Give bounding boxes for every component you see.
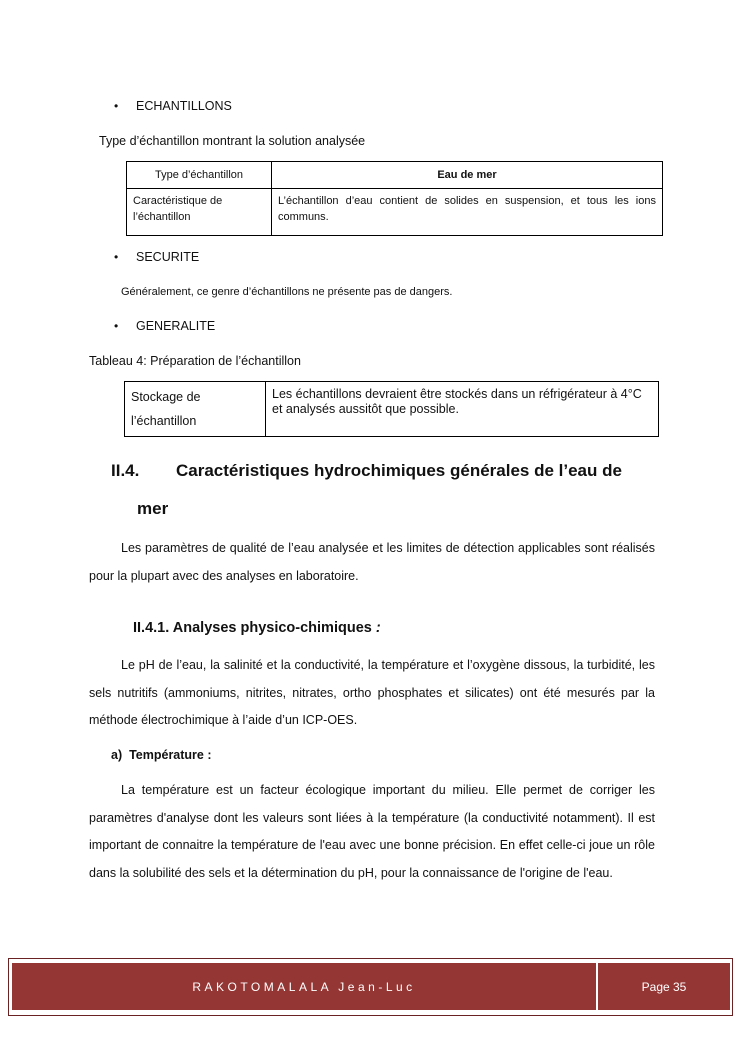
table-cell: Caractéristique de l’échantillon <box>127 189 272 236</box>
ph-paragraph <box>89 652 655 735</box>
table-row <box>125 382 659 437</box>
table-row <box>127 162 663 189</box>
paragraph-text: Le pH de l’eau, la salinité et la conductivité, la température et l’oxygène dissous, la turbidité, les sels nutritifs (ammoniums, nitrites, nitrates, ortho phosphates et silicates) ont été mesurés par la méthode électrochimique à l’aide d’un ICP-OES. <box>89 658 655 727</box>
subheading-title: Analyses physico-chimiques <box>172 620 372 636</box>
subheading-colon: : <box>375 620 381 636</box>
heading-title-cont: mer <box>137 499 169 518</box>
footer-page-number: Page 35 <box>598 963 730 1010</box>
bullet-label: GENERALITE <box>136 319 216 333</box>
table-header-cell: Eau de mer <box>272 162 663 189</box>
table-cell: L’échantillon d’eau contient de solides en suspension, et tous les ions communs. <box>272 189 663 236</box>
heading-title: Caractéristiques hydrochimiques générales de l’eau de <box>176 461 622 480</box>
securite-text: Généralement, ce genre d’échantillons ne présente pas de dangers. <box>121 286 453 298</box>
bullet-generalite <box>114 319 215 333</box>
list-label: a) <box>111 748 123 762</box>
table-caption: Tableau 4: Préparation de l’échantillon <box>89 354 301 368</box>
table-cell: Stockage de l’échantillon <box>125 382 266 437</box>
bullet-label: SECURITE <box>136 250 200 264</box>
subheading <box>133 620 381 636</box>
table-cell: Les échantillons devraient être stockés dans un réfrigérateur à 4°C et analysés aussitôt que possible. <box>266 382 659 437</box>
subsection-a <box>111 748 212 762</box>
bullet-echantillons <box>114 99 232 113</box>
footer-author: RAKOTOMALALA Jean-Luc <box>12 963 596 1010</box>
subheading-number: II.4.1. <box>133 620 170 636</box>
bullet-icon: • <box>114 319 119 333</box>
sample-type-table <box>126 161 663 236</box>
table-header-cell: Type d’échantillon <box>127 162 272 189</box>
paragraph-text: La température est un facteur écologique important du milieu. Elle permet de corriger les paramètres d'analyse dont les valeurs sont liées à la température (la conductivité notamment). Il est important de connaitre la température de l'eau avec une bonne précision. En effet celle-ci joue un rôle dans la solubilité des sels et la détermination du pH, pour la connaissance de l'origine de l'eau. <box>89 783 655 880</box>
temperature-paragraph <box>89 777 655 887</box>
table-row <box>127 189 663 236</box>
heading-number: II.4. <box>111 461 140 480</box>
bullet-icon: • <box>114 250 119 264</box>
bullet-label: ECHANTILLONS <box>136 99 232 113</box>
bullet-securite <box>114 250 199 264</box>
table-caption: Type d’échantillon montrant la solution analysée <box>99 134 366 148</box>
storage-table <box>124 381 659 437</box>
bullet-icon: • <box>114 99 119 113</box>
paragraph-text: Les paramètres de qualité de l’eau analysée et les limites de détection applicables sont réalisés pour la plupart avec des analyses en laboratoire. <box>89 541 655 583</box>
intro-paragraph <box>89 535 655 590</box>
subsection-title: Température : <box>129 748 212 762</box>
